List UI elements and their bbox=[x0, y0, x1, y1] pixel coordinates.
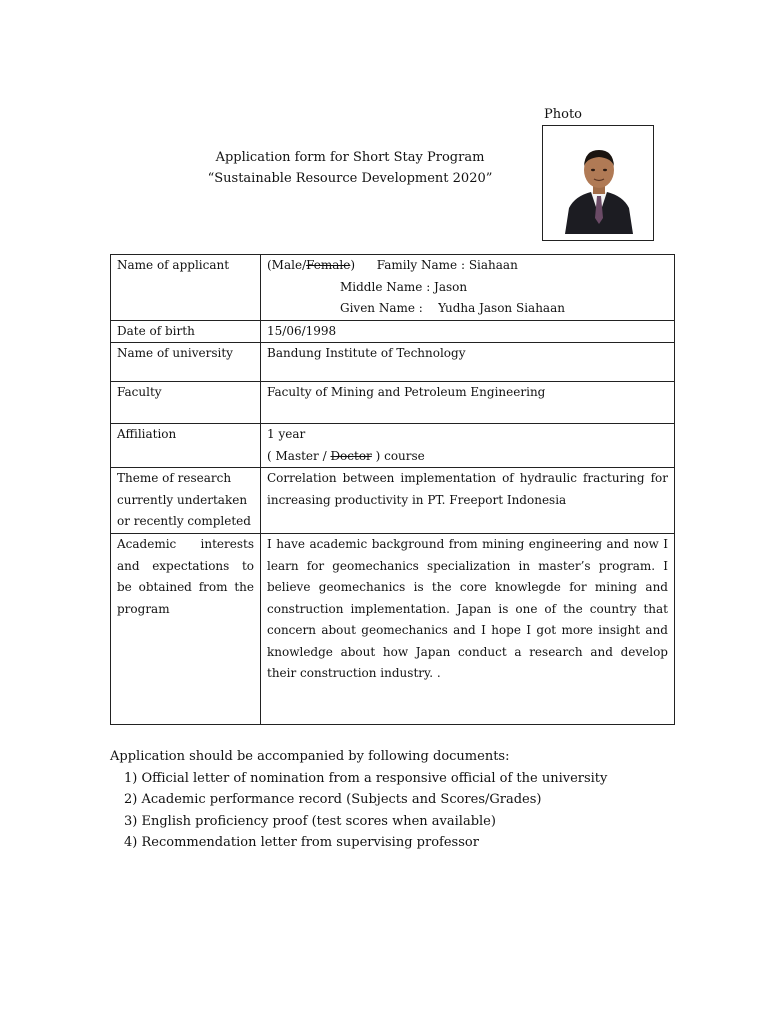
required-documents bbox=[110, 746, 607, 854]
gender-female-struck: Female bbox=[306, 258, 351, 272]
row-research bbox=[111, 468, 675, 534]
document-item: 4) Recommendation letter from supervising professor bbox=[124, 835, 479, 850]
value-theme-of-research: Correlation between implementation of hydraulic fracturing for increasing productivity in PT. Freeport Indonesia bbox=[261, 468, 675, 534]
gender-line bbox=[267, 255, 668, 277]
row-applicant bbox=[111, 255, 675, 321]
affiliation-course bbox=[267, 446, 668, 468]
value-academic-interests: I have academic background from mining engineering and now I learn for geomechanics specialization in master’s program. I believe geomechanics is the core knowlegde for mining and construction implementation. Japan is one of the country that concern about geomechanics and I hope I got more insight and knowledge about how Japan conduct a research and develop their construction industry. . bbox=[261, 534, 675, 725]
label-date-of-birth: Date of birth bbox=[111, 320, 261, 343]
value-name-of-applicant bbox=[261, 255, 675, 321]
row-academic bbox=[111, 534, 675, 725]
middle-name: Middle Name : Jason bbox=[340, 279, 468, 294]
documents-heading: Application should be accompanied by following documents: bbox=[110, 749, 510, 764]
value-faculty: Faculty of Mining and Petroleum Engineering bbox=[261, 382, 675, 424]
form-title: Application form for Short Stay Program bbox=[215, 150, 485, 165]
value-affiliation bbox=[261, 424, 675, 468]
row-affiliation bbox=[111, 424, 675, 468]
document-item: 2) Academic performance record (Subjects and Scores/Grades) bbox=[124, 792, 542, 807]
gender-open: (Male/ bbox=[267, 258, 307, 272]
label-affiliation: Affiliation bbox=[111, 424, 261, 468]
course-open: ( Master / bbox=[267, 448, 331, 463]
photo-label: Photo bbox=[544, 107, 582, 122]
label-name-of-university: Name of university bbox=[111, 343, 261, 382]
given-name: Given Name : Yudha Jason Siahaan bbox=[340, 301, 565, 315]
row-faculty bbox=[111, 382, 675, 424]
label-name-of-applicant: Name of applicant bbox=[111, 255, 261, 321]
value-name-of-university: Bandung Institute of Technology bbox=[261, 343, 675, 382]
value-date-of-birth: 15/06/1998 bbox=[261, 320, 675, 343]
gender-close: ) bbox=[350, 258, 356, 272]
label-theme-of-research: Theme of research currently undertaken or recently completed bbox=[111, 468, 261, 534]
document-item: 3) English proficiency proof (test scores when available) bbox=[124, 813, 496, 829]
label-academic-interests: Academic interests and expectations to be obtained from the program bbox=[111, 534, 261, 725]
row-dob bbox=[111, 320, 675, 343]
row-university bbox=[111, 343, 675, 382]
affiliation-year: 1 year bbox=[267, 427, 306, 441]
course-close: ) course bbox=[371, 448, 425, 463]
family-name: Family Name : Siahaan bbox=[376, 258, 518, 272]
course-doctor-struck: Doctor bbox=[330, 448, 372, 463]
document-item: 1) Official letter of nomination from a responsive official of the university bbox=[124, 770, 608, 786]
label-faculty: Faculty bbox=[111, 382, 261, 424]
program-title: “Sustainable Resource Development 2020” bbox=[207, 171, 493, 186]
application-form-table bbox=[110, 254, 675, 725]
